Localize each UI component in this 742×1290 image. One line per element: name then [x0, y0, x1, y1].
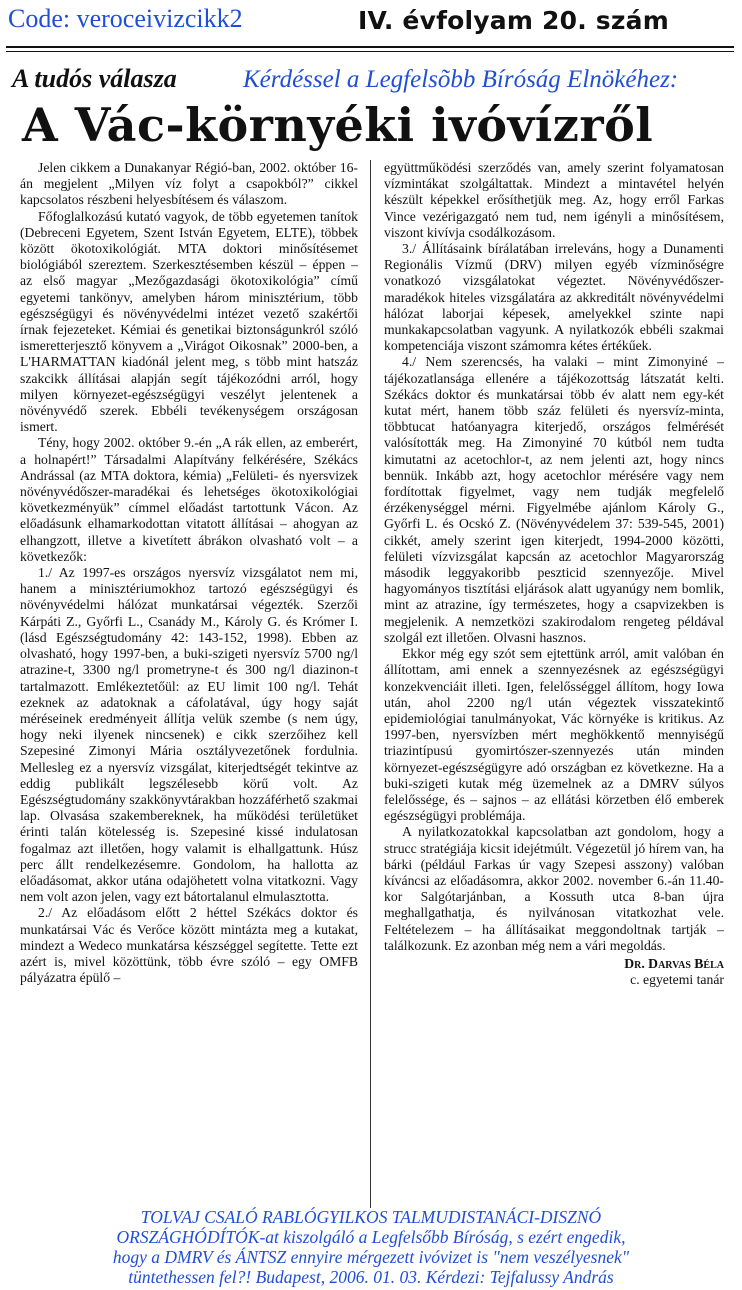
code-label: Code: veroceivizcikk2	[8, 4, 243, 33]
issue-label: IV. évfolyam 20. szám	[358, 6, 669, 35]
top-divider-thin	[6, 51, 734, 52]
paragraph: Ekkor még egy szót sem ejtettünk arról, amit valóban én állítottam, ami ennek a szennyezésnek az egészségügyi konzekvenciáit illeti. Igen, felelősséggel állítom, hogy Iowa után, ahol 2200 ng/l után végeztek visszatekintő epidemiológiai tanulmányokat, Vác környéke is kritikus. Az 1997-ben, nyersvízben mért meghökkentő mennyiségű triazintípusú gyomirtószer-szennyezés után minden környezet-egészségügyre adó országban ez következne. Ha a buki-szigeti kutak még üzemelnek az a DMRV súlyos felelőssége, és – sajnos – az ellátási körzetben élő emberek egészségügyi problémája.	[384, 646, 724, 824]
paragraph: 2./ Az előadásom előtt 2 héttel Székács doktor és munkatársai Vác és Verőce között mintázta meg a kutakat, mindezt a Wedeco munkatársa készséggel segítette. Tette ezt azért is, mivel közöttünk, több évre szóló – egy OMFB pályázatra épülő –	[20, 905, 358, 986]
header-bar	[0, 0, 742, 44]
paragraph: 4./ Nem szerencsés, ha valaki – mint Zimonyiné – tájékozatlansága ellenére a tájékozottság látszatát kelti. Székács doktor és munkatársai több év alatt nem egy-két kutat mért, hanem több száz felületi és nyersvíz-minta, többtucat hatóanyagra kiterjedő, országos felmérését valósították meg. Ha Zimonyiné 70 kútból nem tudta kimutatni az acetochlor-t, az nem jelenti azt, hogy nincs bennük. Inkább azt, hogy acetochlor mérésére vagy nem fordítottak figyelmet, vagy nem tudják megfelelő érzékenységgel mérni. Figyelmébe ajánlom Károly G., Győrfi L. és Ocskó Z. (Növényvédelem 37: 539-545, 2001) cikkét, amely szerint igen kiterjedt, 1994-2000 közötti, felületi vízvizsgálat kapcsán az acetochlor Magyarország második leggyakoribb peszticid szennyezője. Mivel hagyományos tisztítási eljárások alatt ugyanúgy nem bomlik, mint az atrazine, így természetes, hogy a csapvizekben is megjelenik. A nemzetközi szakirodalom rengeteg példával szolgál ezt illetően. Olvasni hasznos.	[384, 354, 724, 645]
left-column	[20, 160, 358, 986]
paragraph: 3./ Állításaink bírálatában irreleváns, hogy a Dunamenti Regionális Vízmű (DRV) milyen egyéb vízminőségre vonatkozó vizsgálatokat végeztet. Növényvédőszer-maradékok hiteles vizsgálatára az akkreditált növényvédelmi hálózat laborjai képesek, amelyekkel szinte napi munkakapcsolatban vagyunk. A nyilatkozók ebbéli szakmai kompetenciája viszont számomra kétes értékűek.	[384, 241, 724, 354]
paragraph: Főfoglalkozású kutató vagyok, de több egyetemen tanítok (Debreceni Egyetem, Szent István Egyetem, ELTE), többek között ökotoxikológiát. MTA doktori minősítésemet biológiából szereztem. Szerkesztésemben készül – éppen – az első magyar „Mezőgazdasági ökotoxikológia” című egyetemi tankönyv, amelyben három minisztérium, több egészségügyi és növényvédelmi intézet vezető szakértői írnak fejezeteket. Kémiai és genetikai biztonságunkról szóló ismeretterjesztő könyvem a „Virágot Oikosnak” 2000-ben, a L'HARMATTAN kiadónál jelent meg, s több mint hatszáz szakcikk állításai alapján segít tájékozódni arról, hogy milyen környezet-egészségügyi veszélyt jelentenek a növényvédő szerek. Ebbéli tevékenységem országosan ismert.	[20, 208, 358, 435]
column-divider	[370, 160, 371, 1208]
footer-caption	[0, 1207, 742, 1287]
question-line: Kérdéssel a Legfelsõbb Bíróság Elnökéhez:	[243, 66, 679, 93]
paragraph: Jelen cikkem a Dunakanyar Régió-ban, 2002. október 16-án megjelent „Milyen víz folyt a csapokból?” cikkel kapcsolatos részbeni helyesbítésem és válaszom.	[20, 160, 358, 208]
paragraph: együttműködési szerződés van, amely szerint folyamatosan vízmintákat szolgáltattak. Mindezt a mintavétel helyén készült képekkel erősíthetjük meg. Az, hogy erről Farkas Vince vezérigazgató nem tud, nem igényli a minősítésem, viszont kivívja csodálkozásom.	[384, 160, 724, 240]
paragraph: 1./ Az 1997-es országos nyersvíz vizsgálatot nem mi, hanem a minisztériumokhoz tartozó egészségügyi és növényvédelmi hálózat munkatársai végezték. Szerzői Kárpáti Z., Győrfi L., Csanády M., Károly G. és Krómer I. (lásd Egészségtudomány 42: 143-152, 1998). Ebben az olvasható, hogy 1997-ben, a buki-szigeti nyersvíz 5700 ng/l atrazine-t, 3300 ng/l prometryne-t és 300 ng/l diazinon-t tartalmazott. Emlékeztetőül: az EU limit 100 ng/l. Tehát ezeknek az adatoknak a cáfolatával, úgy hogy saját méréseinek eredményeit állítja velük szembe (s nem úgy, hogy neki ilyenek nincsenek) e cikk szerzőihez kell Szepesiné Zimonyi Mária osztályvezetőnek fordulnia. Mellesleg ez a nyersvíz vizsgálat, kiterjedtségét tekintve az eddig publikált legszélesebb körű volt. Az Egészségtudomány szakkönyvtárakban hozzáférhető szakmai lap. Olvasása szakembereknek, ha működési területüket érinti talán kötelesség is. Szepesiné kissé indulatosan fogalmaz azt illetően, hogy valamit is elhallgattunk. Húsz perc állt rendelkezésemre. Gondolom, ha hallotta az előadásomat, akkor utána odajöhetett volna vitatkozni. Vagy nem volt azon jelen, vagy ezt bátortalanul elmulasztotta.	[20, 565, 358, 905]
author-signature: Dr. Darvas Béla	[624, 955, 724, 971]
kicker: A tudós válasza	[12, 64, 177, 93]
footer-line: tüntethessen fel?! Budapest, 2006. 01. 03. Kérdezi: Tejfalussy András	[128, 1267, 614, 1287]
author-title: c. egyetemi tanár	[630, 972, 724, 988]
paragraph: A nyilatkozatokkal kapcsolatban azt gondolom, hogy a strucc stratégiája kicsit idejétmúlt. Végezetül jó hírem van, ha bárki (például Farkas úr vagy Szepesi asszony) valóban kíváncsi az előadásomra, akkor 2002. november 6.-án 11.40-kor Salgótarjánban, a Kossuth utca 8-ban újra meghallgathatja, és nyilvánosan vitatkozhat vele. Feltételezem – ha állításaikat meggondoltnak tartják – találkozunk. Ez azonban még nem a vári megoldás.	[384, 824, 724, 953]
paragraph: Tény, hogy 2002. október 9.-én „A rák ellen, az emberért, a holnapért!” Társadalmi Alapítvány felkérésére, Székács Andrással (az MTA doktora, kémia) „Felületi- és nyersvizek növényvédőszer-maradékai és lehetséges ökotoxikológiai következményük” címmel előadást tartottunk Vácon. Az előadásunk elhamarkodottan vitatott állításai – ahogyan az elhangzott, illetve a kivetített ábrákon olvasható volt – a következők:	[20, 435, 358, 564]
footer-line: ORSZÁGHÓDÍTÓK-at kiszolgáló a Legfelsőbb Bíróság, s ezért engedik,	[116, 1227, 626, 1247]
headline: A Vác-környéki ivóvízről	[22, 98, 654, 152]
footer-line: TOLVAJ CSALÓ RABLÓGYILKOS TALMUDISTANÁCI-DISZNÓ	[140, 1207, 602, 1227]
footer-line: hogy a DMRV és ÁNTSZ ennyire mérgezett ivóvizet is "nem veszélyesnek"	[112, 1247, 630, 1267]
top-divider	[6, 46, 734, 48]
right-column	[384, 160, 724, 988]
